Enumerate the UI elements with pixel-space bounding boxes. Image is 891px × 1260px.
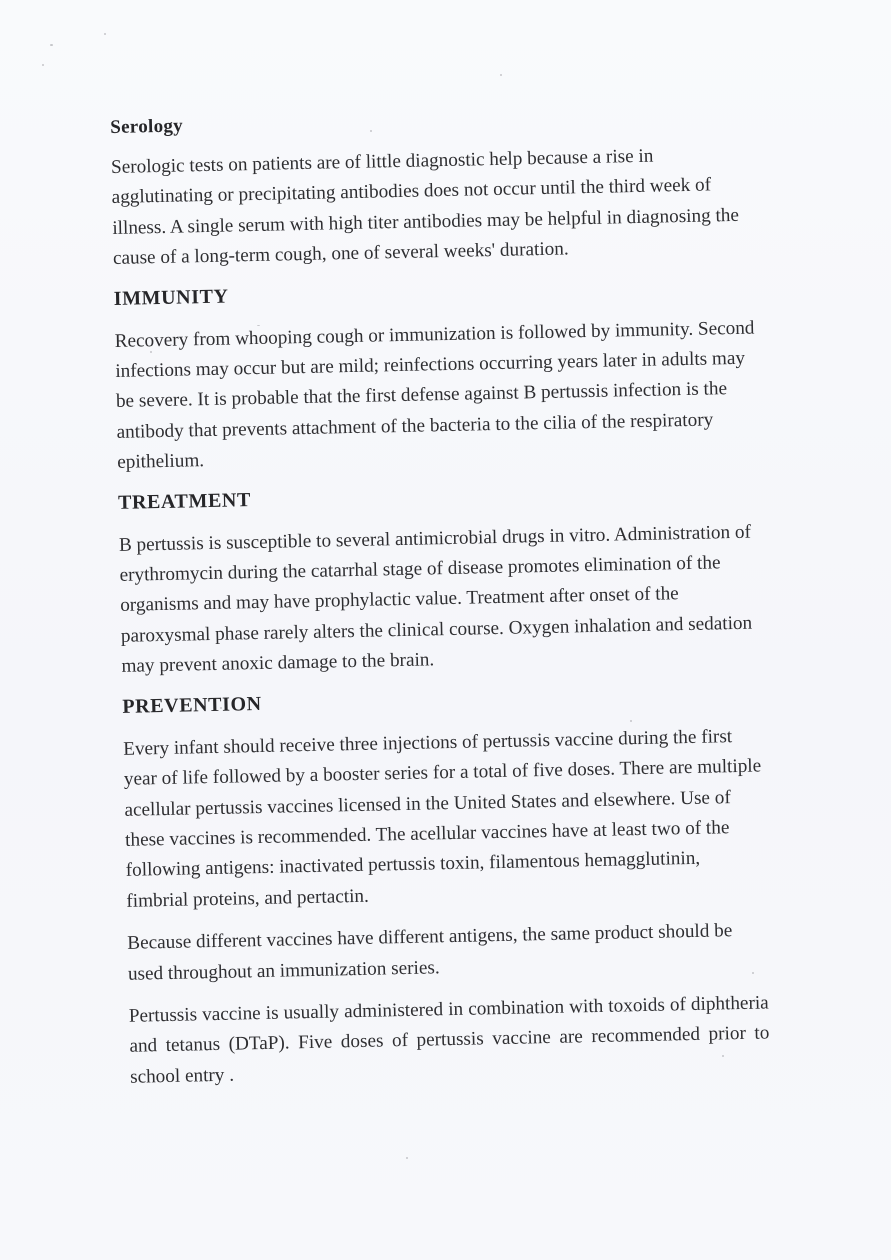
section-heading-prevention: PREVENTION	[122, 692, 262, 718]
treatment-paragraph: B pertussis is susceptible to several antimicrobial drugs in vitro. Administration of erythromycin during the catarrhal stage of disease promotes elimination of the organisms and may have prophylactic value. Treatment after onset of the paroxysmal phase rarely alters the clinical course. Oxygen inhalation and sedation may prevent anoxic damage to the brain.	[118, 521, 753, 678]
scan-speck	[50, 44, 53, 46]
prevention-paragraph-dtap: Pertussis vaccine is usually administered in combination with toxoids of diphtheria and tetanus (DTaP). Five doses of pertussis vaccine are recommended prior to school entry .	[128, 992, 770, 1088]
scan-speck	[406, 1157, 408, 1159]
scan-speck	[104, 33, 106, 35]
section-heading-serology: Serology	[110, 115, 184, 138]
prevention-paragraph-antigens: Because different vaccines have different antigens, the same product should be used throughout an immunization series.	[127, 920, 733, 985]
immunity-paragraph: Recovery from whooping cough or immunization is followed by immunity. Second infections may occur but are mild; reinfections occurring years later in adults may be severe. It is probable that the first defense against B pertussis infection is the antibody that prevents attachment of the bacteria to the cilia of the respiratory epithelium.	[114, 317, 755, 474]
scan-speck	[42, 64, 44, 66]
section-treatment	[118, 478, 762, 682]
section-heading-immunity: IMMUNITY	[113, 285, 229, 310]
prevention-paragraph: Every infant should receive three injections of pertussis vaccine during the first year of life followed by a booster series for a total of five doses. There are multiple acellular pertussis vaccines licensed in the United States and elsewhere. Use of these vaccines is recommended. The acellular vaccines have at least two of the following antigens: inactivated pertussis toxin, filamentous hemagglutinin, fimbrial proteins, and pertactin.	[123, 725, 762, 912]
section-immunity	[114, 274, 758, 478]
section-heading-treatment: TREATMENT	[117, 488, 252, 514]
section-prevention	[122, 682, 770, 1093]
section-serology	[110, 104, 753, 275]
scan-speck	[500, 74, 502, 76]
document-body	[110, 104, 770, 1093]
serology-paragraph: Serologic tests on patients are of little diagnostic help because a rise in agglutinating or precipitating antibodies does not occur until the third week of illness. A single serum with high titer antibodies may be helpful in diagnosing the cause of a long-term cough, one of several weeks' duration.	[110, 145, 740, 270]
